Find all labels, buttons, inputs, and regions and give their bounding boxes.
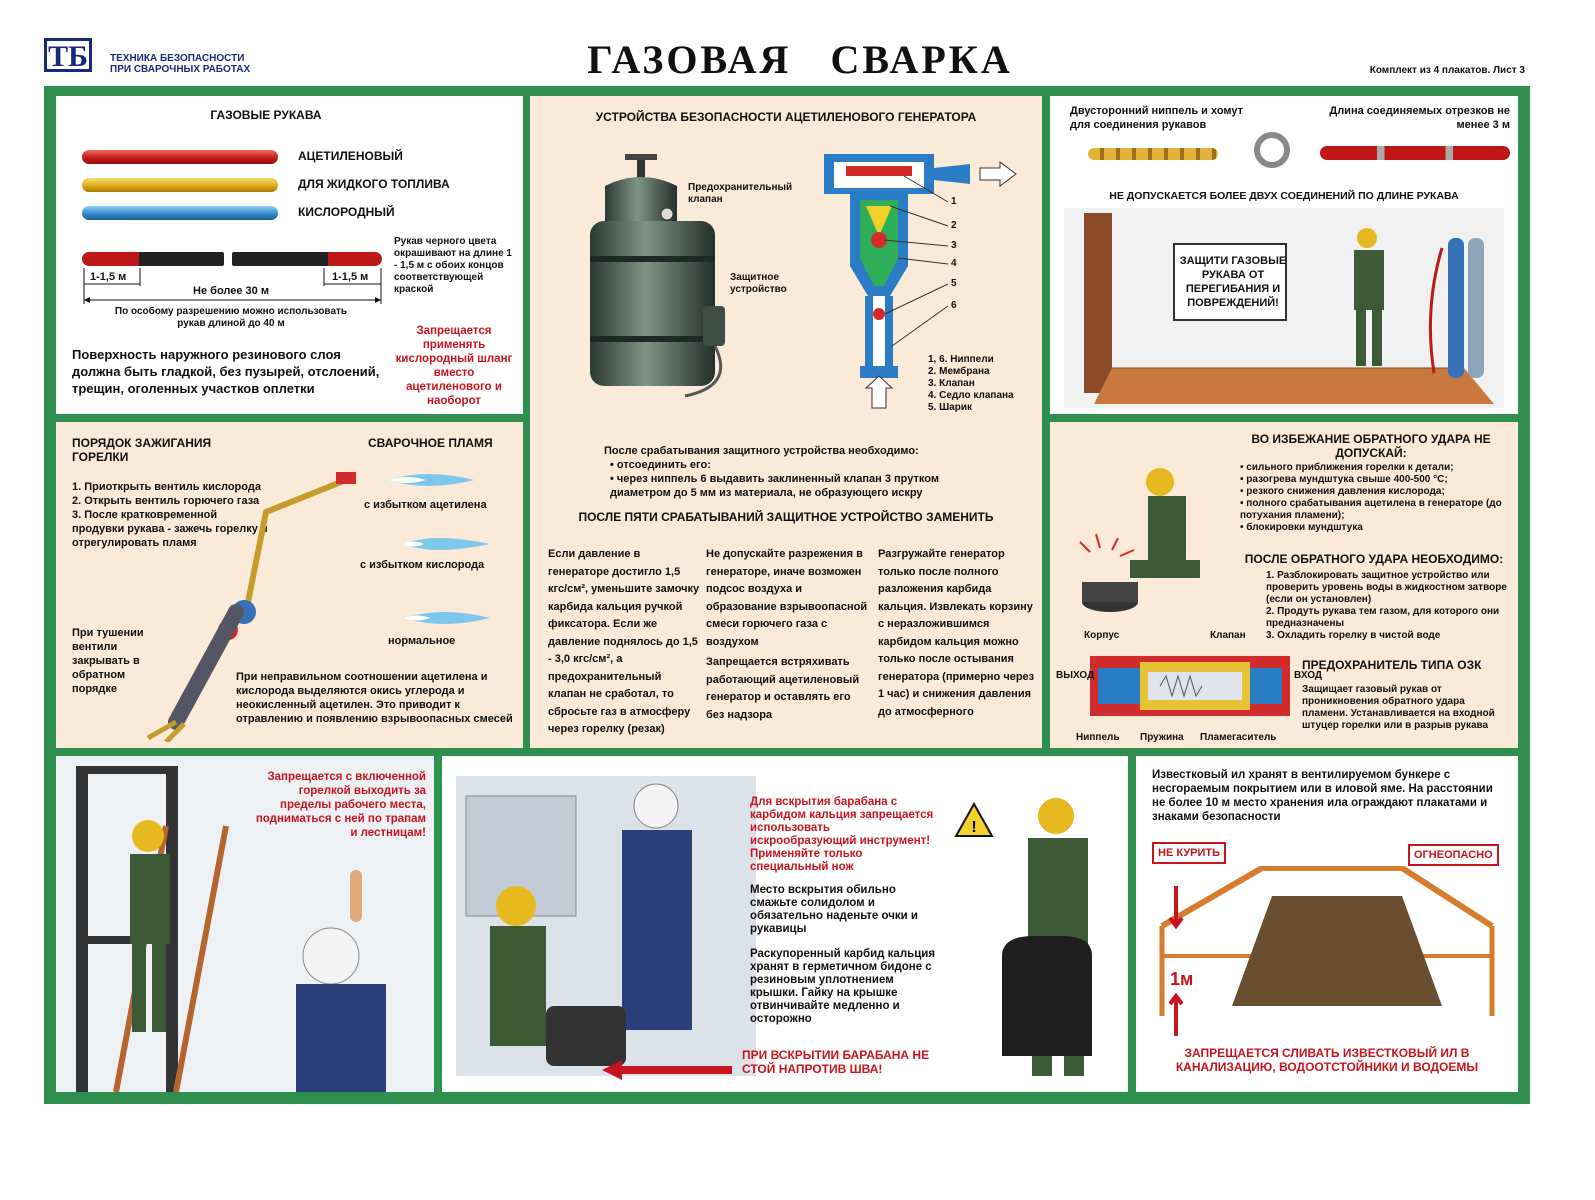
svg-text:!: ! [971,819,977,836]
generator-title: УСТРОЙСТВА БЕЗОПАСНОСТИ АЦЕТИЛЕНОВОГО ГЕНЕРАТОРА [595,110,977,124]
ozk-label-flame-arrester: Пламегаситель [1200,732,1277,743]
ozk-diagram [1090,646,1290,726]
flame-normal: нормальное [388,635,456,647]
carbide-bottom-warning: ПРИ ВСКРЫТИИ БАРАБАНА НЕ СТОЙ НАПРОТИВ ШВА! [742,1048,930,1076]
backfire-title: ВО ИЗБЕЖАНИЕ ОБРАТНОГО УДАРА НЕ ДОПУСКАЙ: [1251,432,1491,460]
arrow-left-icon [602,1058,732,1082]
backfire-item: • разогрева мундштука свыше 400-500 °С; [1240,474,1448,485]
black-hose-note: Рукав черного цвета окрашивают на длине 1 - 1,5 м с обоих концов соответствующей краской [394,236,512,295]
ignition-warning: При неправильном соотношении ацетилена и кислорода выделяются окись углерода и неокисленный ацетилен. Это приводит к отравлению и появлению взрывоопасных смесей [236,671,513,725]
after-backfire-item: 2. Продуть рукава тем газом, для которого они предназначены [1266,606,1500,629]
carbide-opening-illustration [456,776,756,1076]
backfire-item: • сильного приближения горелки к детали; [1240,462,1454,473]
protect-hose-sign: ЗАЩИТИ ГАЗОВЫЕ РУКАВА ОТ ПЕРЕГИБАНИЯ И ПОВРЕЖДЕНИЙ! [1179,255,1287,309]
set-info: Комплект из 4 плакатов. Лист 3 [1369,65,1525,76]
legend-item: 1, 6. Ниппели [928,354,994,365]
carbide-paragraph-2: Раскупоренный карбид кальция хранят в герметичном бидоне с резиновым уплотнением крышки. Гайку на крышке отвинчивайте медленно и осторожно [750,948,936,1025]
flame-excess-oxygen: с избытком кислорода [360,559,485,571]
diagram-legend [928,354,1038,414]
panel-hoses [56,96,523,414]
page-title: ГАЗОВАЯ СВАРКА [587,37,1013,82]
dim-1m: 1м [1170,969,1194,989]
logo-subtitle-line2: ПРИ СВАРОЧНЫХ РАБОТАХ [110,64,251,75]
ladder-warning: Запрещается с включенной горелкой выходить за пределы рабочего места, подниматься с ней по трапам и лестницам! [255,771,426,839]
flame-excess-acetylene: с избытком ацетилена [364,499,487,511]
legend-item: 5. Шарик [928,402,972,413]
logo-subtitle [110,53,250,75]
nipple-fitting [1088,148,1218,160]
logo-subtitle-line1: ТЕХНИКА БЕЗОПАСНОСТИ [110,53,245,64]
length-label: Длина соединяемых отрезков не менее 3 м [1329,105,1510,131]
hose-oxygen-label: КИСЛОРОДНЫЙ [298,205,395,219]
clamp-icon [1254,132,1290,168]
hose-oxygen [82,206,278,220]
hose-acetylene-label: АЦЕТИЛЕНОВЫЙ [298,149,403,163]
backfire-list [1240,462,1512,534]
carbide-warning: Для вскрытия барабана с карбидом кальция запрещается использовать искрообразующий инструмент! Применяйте только специальный нож [750,796,934,873]
backfire-item: • резкого снижения давления кислорода; [1240,486,1445,497]
dim-middle: Не более 30 м [193,285,269,297]
ozk-label-entry: ВХОД [1294,670,1323,681]
replace-note: ПОСЛЕ ПЯТИ СРАБАТЫВАНИЙ ЗАЩИТНОЕ УСТРОЙСТВО ЗАМЕНИТЬ [578,510,994,524]
panel-ignition [56,422,523,748]
backfire-item: • полного срабатывания ацетилена в генераторе (до потухания пламени); [1240,498,1502,521]
generator-col-2a: Не допускайте разрежения в генераторе, иначе возможен подсос воздуха и образование взрывоопасной смеси горючего газа с воздухом [706,548,868,648]
legend-item: 2. Мембрана [928,366,990,377]
panel-connections [1050,96,1518,414]
label-safety-valve: Предохранительный клапан [688,182,793,205]
after-backfire-list [1266,570,1512,642]
generator-col-2b: Запрещается встряхивать работающий ацетиленовый генератор и оставлять его без надзора [706,656,860,721]
connections-rule: НЕ ДОПУСКАЕТСЯ БОЛЕЕ ДВУХ СОЕДИНЕНИЙ ПО ДЛИНЕ РУКАВА [1109,190,1459,202]
flame-excess-acetylene-icon [386,470,476,490]
ozk-text: Защищает газовый рукав от проникновения обратного удара пламени. Устанавливается на входной штуцер горелки или в разрыв рукава [1302,684,1495,731]
sign-flammable: ОГНЕОПАСНО [1408,844,1499,866]
ozk-label-valve: Клапан [1210,630,1246,641]
hose-prohibition: Запрещается применять кислородный шланг вместо ацетиленового и наоборот [395,325,513,407]
ozk-label-nipple: Ниппель [1076,732,1120,743]
diagram-number-2: 2 [951,220,957,231]
connected-hose [1320,146,1510,160]
welder-illustration [1060,452,1230,632]
ignition-step-2: 2. Открыть вентиль горючего газа [72,495,260,507]
ignition-title: ПОРЯДОК ЗАЖИГАНИЯ ГОРЕЛКИ [72,436,212,464]
dim-left: 1-1,5 м [90,271,127,283]
diagram-number-5: 5 [951,278,957,289]
generator-col-3: Разгружайте генератор только после полного разложения карбида кальция. Извлекать корзину с неразложившимся карбидом кальция можно только после остывания генератора (примерно через 1 час) и снижения давления до атмосферного [878,548,1035,718]
silt-text: Известковый ил хранят в вентилируемом бункере с несгораемым покрытием или в иловой яме. На расстоянии не более 10 м место хранения ила ограждают плакатами и знаками безопасности [1152,769,1493,823]
panel-ladder [56,756,434,1092]
generator-col-1: Если давление в генераторе достигло 1,5 кгс/см², уменьшите замочку карбида кальция ручкой фиксатора. Если же давление поднялось до 1,5 - 3,0 кгс/см², а предохранительный клапан не сработал, то сбросьте газ в атмосферу через горелку (резак) [548,548,700,735]
silt-prohibition: ЗАПРЕЩАЕТСЯ СЛИВАТЬ ИЗВЕСТКОВЫЙ ИЛ В КАНАЛИЗАЦИЮ, ВОДООТСТОЙНИКИ И ВОДОЕМЫ [1175,1046,1479,1074]
after-trigger-item-1: • отсоединить его: [610,459,711,471]
sign-no-smoking: НЕ КУРИТЬ [1152,842,1226,864]
legend-item: 3. Клапан [928,378,975,389]
silt-pit-illustration [1142,866,1512,1036]
diagram-number-6: 6 [951,300,957,311]
special-note: По особому разрешению можно использовать рукав длиной до 40 м [114,306,348,329]
after-backfire-title: ПОСЛЕ ОБРАТНОГО УДАРА НЕОБХОДИМО: [1244,552,1504,566]
ozk-label-spring: Пружина [1140,732,1184,743]
after-backfire-item: 3. Охладить горелку в чистой воде [1266,630,1441,641]
label-protective-device: Защитное устройство [730,272,787,295]
diagram-number-3: 3 [951,240,957,251]
flame-normal-icon [402,608,492,628]
hose-acetylene [82,150,278,164]
worker-with-canister-illustration [988,796,1118,1086]
hose-liquid-fuel [82,178,278,192]
after-backfire-item: 1. Разблокировать защитное устройство или проверить уровень воды в жидкостном затворе (если он установлен) [1266,570,1507,605]
carbide-paragraph-1: Место вскрытия обильно смажьте солидолом и обязательно наденьте очки и рукавицы [750,884,918,935]
ozk-title: ПРЕДОХРАНИТЕЛЬ ТИПА ОЗК [1302,658,1482,672]
logo: ТБ [44,38,92,72]
surface-note: Поверхность наружного резинового слоя должна быть гладкой, без пузырей, отслоений, трещин, оголенных участков оплетки [72,347,380,396]
nipple-label: Двусторонний ниппель и хомут для соединения рукавов [1070,105,1244,131]
flame-excess-oxygen-icon [402,534,492,554]
after-trigger-item-2: • через ниппель 6 выдавить заклиненный клапан 3 прутком диаметром до 5 мм из материала, не образующего искру [610,473,939,499]
hose-liquid-fuel-label: ДЛЯ ЖИДКОГО ТОПЛИВА [298,177,450,191]
legend-item: 4. Седло клапана [928,390,1014,401]
extinguish-note: При тушении вентили закрывать в обратном порядке [72,627,144,695]
ozk-label-body: Корпус [1084,630,1120,641]
hoses-title: ГАЗОВЫЕ РУКАВА [210,108,322,122]
diagram-number-1: 1 [951,196,957,207]
panel-carbide [442,756,1128,1092]
after-trigger-title: После срабатывания защитного устройства необходимо: [604,445,919,457]
flame-title: СВАРОЧНОЕ ПЛАМЯ [368,436,493,450]
diagram-number-4: 4 [951,258,957,269]
panel-silt [1136,756,1518,1092]
dim-right: 1-1,5 м [332,271,369,283]
ignition-step-3: 3. После кратковременной продувки рукава - зажечь горелку и отрегулировать пламя [72,509,268,549]
ignition-step-1: 1. Приоткрыть вентиль кислорода [72,481,261,493]
backfire-item: • блокировки мундштука [1240,522,1363,533]
ozk-label-exit: ВЫХОД [1056,670,1095,681]
panel-backfire [1050,422,1518,748]
panel-generator [530,96,1042,748]
